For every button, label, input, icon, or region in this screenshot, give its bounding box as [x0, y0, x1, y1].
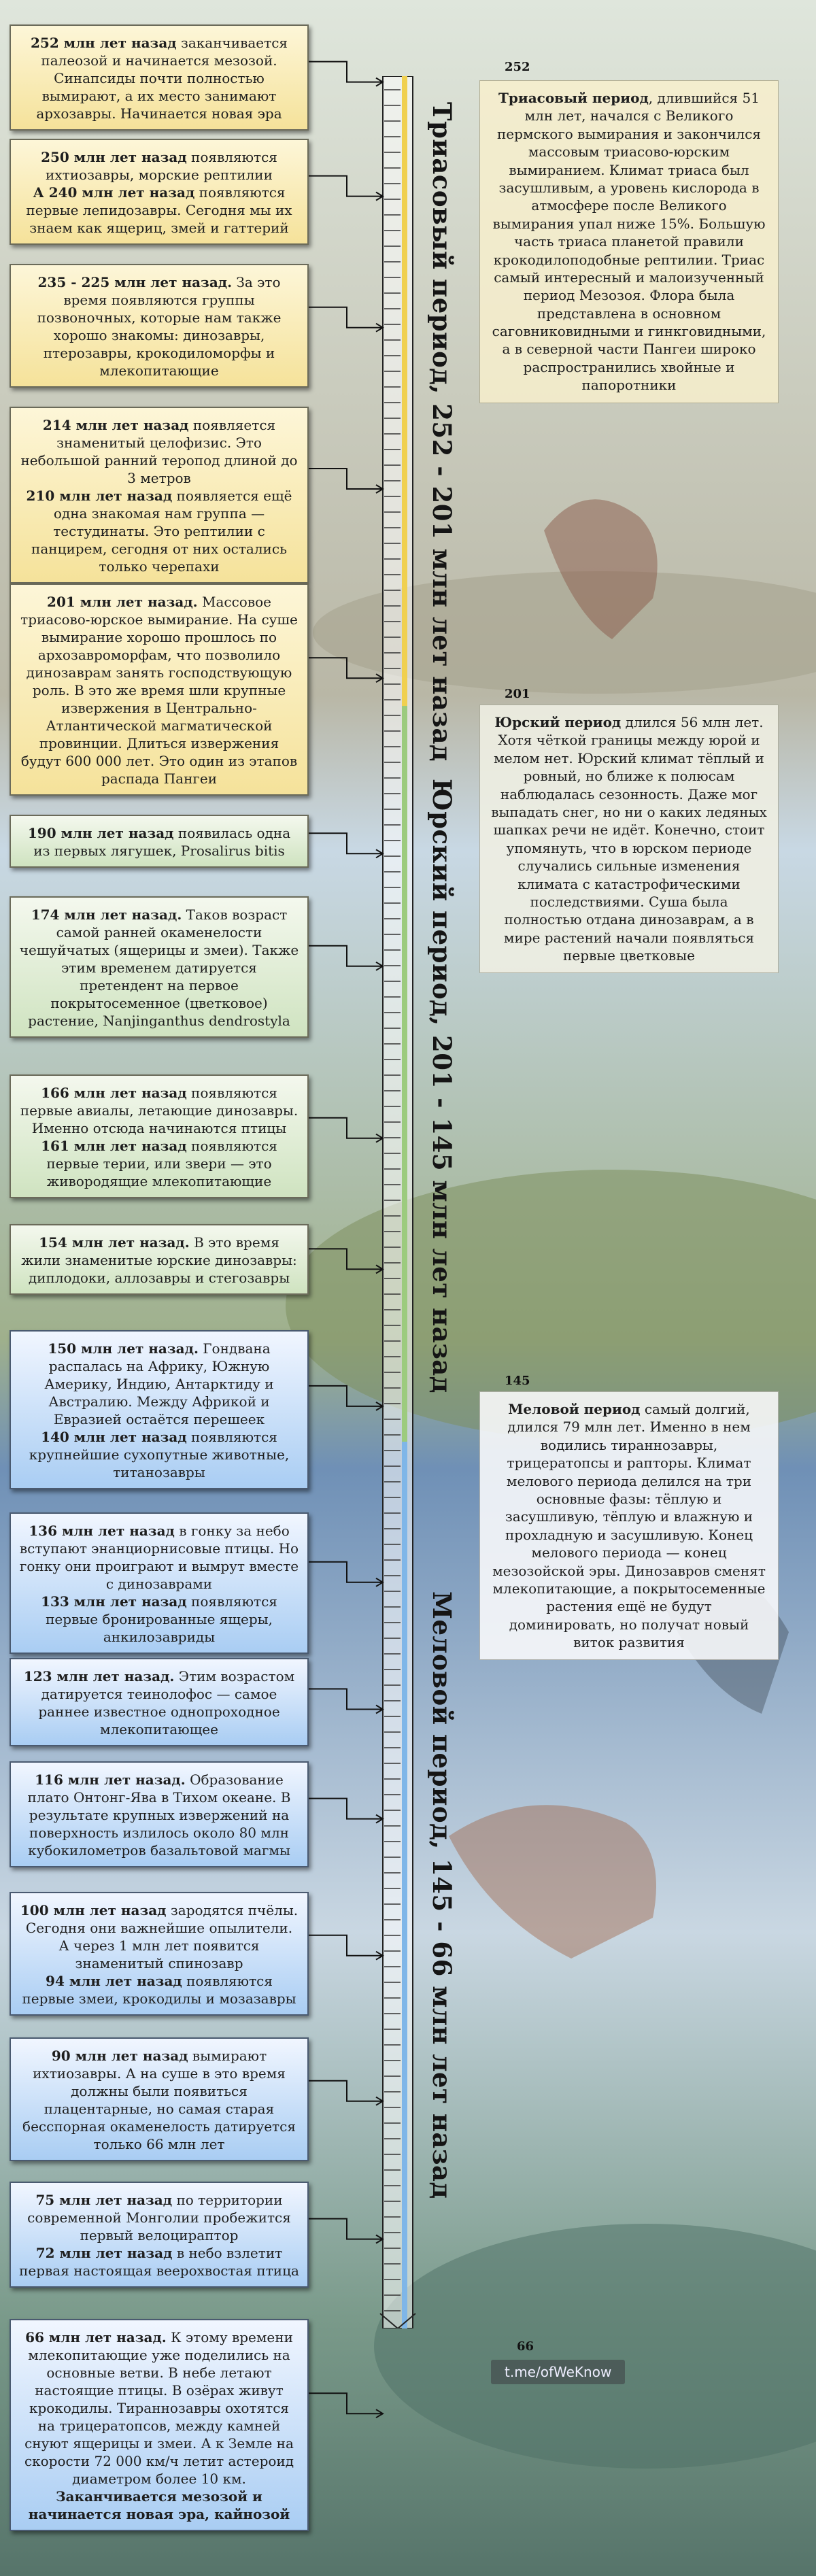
event-text: Массовое триасово-юрское вымирание. На суше вымирание хорошо прошлось по архозавроморфам, что позволило динозаврам занять господствующую роль. В это же время шли крупные извержения в Центрально-Атлантической магматической провинции. Длиться извержения будут 600 000 лет. Это один из этапов распада Пангеи [20, 594, 298, 787]
event-date: 94 млн лет назад [46, 1973, 182, 1989]
event-card-252 [10, 24, 309, 131]
event-text: появляются ихтиозавры, морские рептилии [46, 149, 277, 183]
year-marker-252: 252 [505, 60, 530, 74]
event-date: 100 млн лет назад [20, 1902, 167, 1918]
year-marker-145: 145 [505, 1374, 530, 1388]
event-date: 136 млн лет назад [29, 1523, 175, 1539]
event-text: За это время появляются группы позвоночных, которые нам также хорошо знакомы: динозавры, птерозавры, крокодиломорфы и млекопитающие [37, 274, 282, 379]
triassic-vertical-label: Триасовый период, 252 - 201 млн лет назад [427, 102, 457, 762]
event-card-214 [10, 407, 309, 583]
connector-line [309, 658, 383, 678]
event-date: 123 млн лет назад. [23, 1668, 175, 1684]
connector-line [309, 946, 383, 966]
cretaceous-vertical-label: Меловой период, 145 - 66 млн лет назад [427, 1591, 457, 2199]
event-text: в небо взлетит первая настоящая веерохвостая птица [19, 2245, 299, 2279]
event-card-201 [10, 583, 309, 796]
event-card-190 [10, 815, 309, 868]
event-text: появляются первые терии, или звери — это живородящие млекопитающие [46, 1138, 277, 1189]
event-card-66 [10, 2319, 309, 2531]
event-date: 90 млн лет назад [51, 2048, 188, 2064]
event-date: 161 млн лет назад [41, 1138, 187, 1154]
event-text: Таков возраст самой ранней окаменелости чешуйчатых (ящерицы и змеи). Также этим временем датируется претендент на первое покрытосеменное (цветковое) растение, Nanjinganthus dendrostyla [19, 906, 299, 1029]
event-text: появляется знаменитый целофизис. Это небольшой ранний теропод длиной до 3 метров [20, 417, 298, 486]
triassic-description [479, 80, 779, 403]
jurassic-vertical-label: Юрский период, 201 - 145 млн лет назад [427, 779, 457, 1393]
event-date: 133 млн лет назад [41, 1593, 187, 1610]
connector-line [309, 833, 383, 853]
event-card-154 [10, 1224, 309, 1295]
event-card-90 [10, 2037, 309, 2161]
event-text: К этому времени млекопитающие уже поделились на основные ветви. В небе летают настоящие птицы. В озёрах живут крокодилы. Тираннозавры охотятся на трицератопсов, между камней снуют ящерицы и змеи. А к Земле на скорости 72 000 км/ч летит астероид диаметром более 10 км. [24, 2329, 294, 2487]
event-card-235 [10, 264, 309, 388]
connector-line [309, 2393, 383, 2413]
connector-line [309, 176, 383, 197]
event-text: в гонку за небо вступают энанциорнисовые птицы. Но гонку они проиграют и вымрут вместе с динозаврами [19, 1523, 299, 1592]
connector-line [309, 1249, 383, 1269]
event-text: вымирают ихтиозавры. А на суше в это время должны были появиться плацентарные, но самая старая бесспорная окаменелость датируется только 66 млн лет [22, 2048, 296, 2152]
connector-line [309, 1689, 383, 1710]
event-text: появилась одна из первых лягушек, Prosalirus bitis [33, 825, 291, 859]
event-date: 72 млн лет назад [35, 2245, 173, 2261]
triassic-title: Триасовый период [498, 90, 649, 106]
event-date: 166 млн лет назад [41, 1085, 187, 1101]
event-card-123 [10, 1658, 309, 1746]
event-text: появляются первые лепидозавры. Сегодня мы их знаем как ящериц, змей и гаттерий [26, 184, 292, 236]
connector-line [309, 1935, 383, 1956]
event-date: 190 млн лет назад [27, 825, 174, 841]
event-date: 210 млн лет назад [26, 488, 173, 504]
event-date: 116 млн лет назад. [35, 1772, 186, 1788]
event-date: 250 млн лет назад [41, 149, 187, 165]
event-card-166 [10, 1074, 309, 1198]
event-date: 174 млн лет назад. [31, 906, 182, 923]
event-card-116 [10, 1761, 309, 1867]
event-date: 154 млн лет назад. [39, 1234, 190, 1251]
cretaceous-description [479, 1391, 779, 1660]
connector-line [309, 307, 383, 328]
year-marker-66: 66 [517, 2339, 534, 2354]
jurassic-description [479, 705, 779, 973]
event-card-150 [10, 1330, 309, 1489]
event-date: 150 млн лет назад. [48, 1340, 199, 1357]
event-text: В это время жили знаменитые юрские динозавры: диплодоки, аллозавры и стегозавры [21, 1234, 297, 1286]
cretaceous-text: самый долгий, длился 79 млн лет. Именно в нем водились тираннозавры, трицератопсы и рапторы. Климат мелового периода делился на три основные фазы: тёплую и засушливую, тёплую и влажную и прохладную и засушливую. Конец мелового периода — конец мезозойской эры. Динозавров сменят млекопитающие, а покрытосеменные растения ещё не будут доминировать, но получат новый виток развития [492, 1401, 766, 1651]
event-text: заканчивается палеозой и начинается мезозой. Синапсиды почти полностью вымирают, а их место занимают архозавры. Начинается новая эра [36, 35, 288, 122]
year-marker-201: 201 [505, 687, 530, 701]
connector-line [309, 1118, 383, 1138]
event-card-100 [10, 1892, 309, 2016]
cretaceous-title: Меловой период [508, 1401, 641, 1417]
jurassic-title: Юрский период [494, 714, 622, 730]
event-text: Этим возрастом датируется теинолофос — самое раннее известное однопроходное млекопитающее [38, 1668, 295, 1738]
event-date: 214 млн лет назад [42, 417, 189, 433]
event-text: появляются первые авиалы, летающие динозавры. Именно отсюда начинаются птицы [20, 1085, 299, 1136]
event-date: 252 млн лет назад [30, 35, 177, 51]
connector-line [309, 2081, 383, 2101]
event-text: Гондвана распалась на Африку, Южную Америку, Индию, Антарктиду и Австралию. Между Африкой и Евразией остаётся перешеек [44, 1340, 274, 1427]
connector-line [309, 1562, 383, 1582]
event-text: появляются первые змеи, крокодилы и мозазавры [22, 1973, 296, 2007]
connector-line [309, 62, 383, 82]
event-text: по территории современной Монголии пробежится первый велоцираптор [27, 2192, 291, 2243]
event-text: Образование плато Онтонг-Ява в Тихом океане. В результате крупных извержений на поверхность излилось около 80 млн кубокилометров базальтовой магмы [27, 1772, 291, 1859]
event-date: А 240 млн лет назад [33, 184, 195, 201]
event-date: 75 млн лет назад [35, 2192, 173, 2208]
connector-line [309, 1799, 383, 1819]
watermark-link[interactable]: t.me/ofWeKnow [491, 2360, 625, 2384]
event-date: 66 млн лет назад. [25, 2329, 167, 2345]
event-card-174 [10, 896, 309, 1038]
event-date: 201 млн лет назад. [47, 594, 198, 610]
connector-line [309, 1386, 383, 1406]
connector-line [309, 2219, 383, 2239]
event-text: появляется ещё одна знакомая нам группа — тестудинаты. Это рептилии с панцирем, сегодня от них остались только черепахи [31, 488, 292, 575]
event-date: 235 - 225 млн лет назад. [37, 274, 233, 290]
event-text: зародятся пчёлы. Сегодня они важнейшие опылители. А через 1 млн лет появится знаменитый спинозавр [25, 1902, 299, 1971]
event-card-250 [10, 139, 309, 245]
event-text: появляются первые бронированные ящеры, анкилозавриды [46, 1593, 277, 1645]
jurassic-text: длился 56 млн лет. Хотя чёткой границы между юрой и мелом нет. Юрский климат тёплый и ровный, но ближе к полюсам наблюдалась сезонность. Даже мог выпадать снег, но ни о каких ледяных шапках речи не идёт. Конечно, стоит упомянуть, что в юрском периоде случались сильные изменения климата с катастрофическими последствиями. Суша была полностью отдана динозаврам, а в мире растений начали появляться первые цветковые [491, 714, 767, 964]
event-card-75 [10, 2182, 309, 2288]
event-text: появляются крупнейшие сухопутные животные, титанозавры [29, 1429, 290, 1480]
connector-line [309, 469, 383, 489]
event-card-136 [10, 1512, 309, 1654]
triassic-text: , длившийся 51 млн лет, начался с Великого пермского вымирания и закончился массовым триасово-юрским вымиранием. Климат триаса был засушливым, а уровень кислорода в атмосфере после Великого вымирания упал ниже 15%. Большую часть триаса планетой правили крокодилоподобные рептилии. Триас самый интересный и малоизученный период Мезозоя. Флора была представлена в основном саговниковидными и гинкговидными, а в северной части Пангеи широко распространились хвойные и папоротники [492, 90, 766, 394]
event-date: 140 млн лет назад [41, 1429, 187, 1445]
event-date: Заканчивается мезозой и начинается новая эра, кайнозой [28, 2488, 290, 2522]
